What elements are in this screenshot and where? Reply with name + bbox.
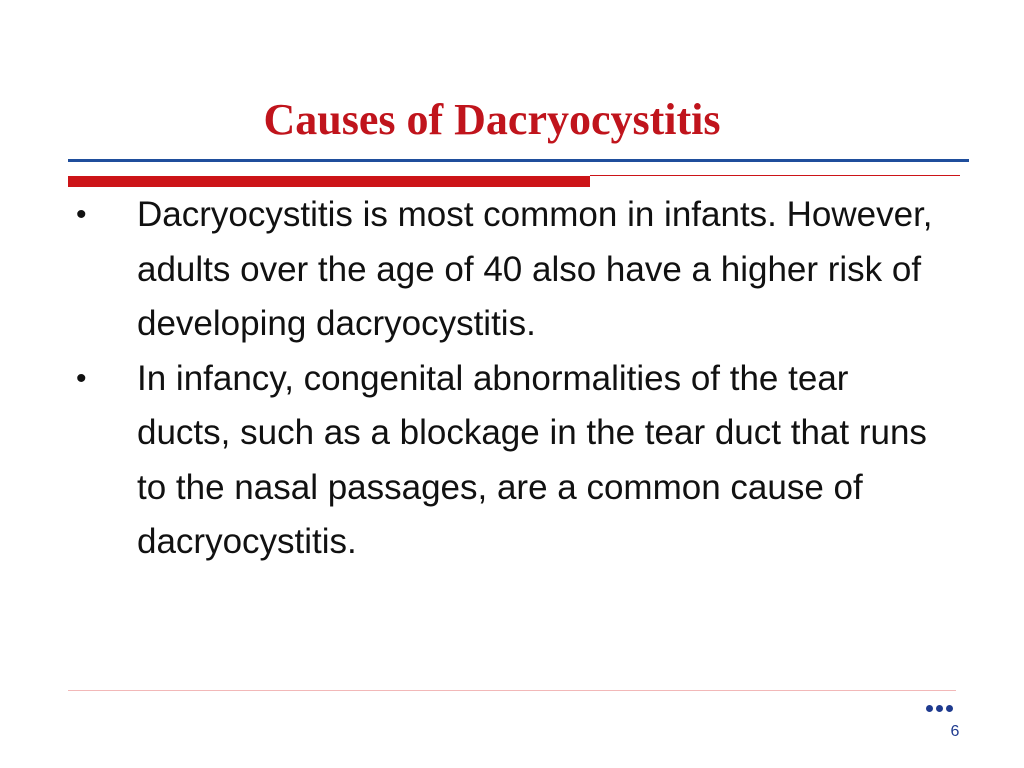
bullet-item [68, 352, 948, 570]
bullet-text: Dacryocystitis is most common in infants. However, adults over the age of 40 also have a higher risk of developing dacryocystitis. [137, 195, 933, 343]
title-divider-red-thick [68, 176, 590, 187]
slide-title: Causes of Dacryocystitis [263, 95, 721, 144]
bullet-text: In infancy, congenital abnormalities of the tear ducts, such as a blockage in the tear duct that runs to the nasal passages, are a common cause of dacryocystitis. [137, 358, 927, 561]
bullet-list [68, 188, 948, 570]
footer-divider [68, 690, 956, 691]
page-number: 6 [950, 723, 960, 740]
bullet-item [68, 188, 948, 352]
bullet-icon: • [76, 198, 87, 231]
ellipsis-icon [926, 698, 962, 718]
bullet-icon: • [76, 361, 87, 395]
title-divider-blue [68, 159, 969, 162]
title-divider-red-thin [590, 175, 960, 176]
